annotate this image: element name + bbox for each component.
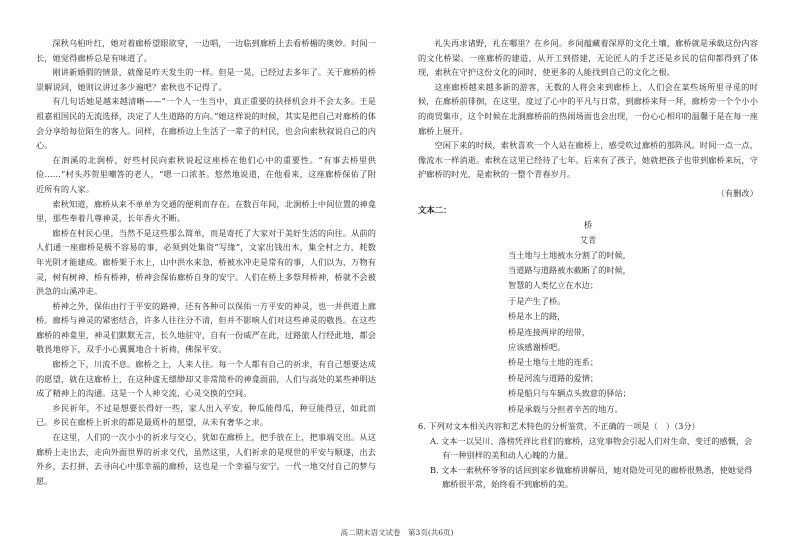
- paragraph: 廊桥在村民心里，当然不是这些那么简单，而是寄托了大家对于美好生活的向往。从前的人们通一座廊桥是极不容易的事，必须到处集资“写缘”，文家出钱出木，集全村之力，耗数年光阴才能建成。廊桥架于水上，山中洪水来急，桥被水冲走是常有的事，人们以为，万物有灵，树有树神，桥有桥神，桥神会保佑廊桥自身的安宁。人们在桥上多祭拜桥神，桥就不会被洪急的山溪冲走。: [36, 227, 376, 297]
- poem-line: 桥是土地与土地的连系；: [508, 357, 599, 368]
- paragraph: 刚讲新婚假的情景，就像是昨天发生的一样。但是一晃，已经过去多年了。关于廊桥的桥崇解说同，她则议讲过多少遍吧？索秋也不记得了。: [36, 67, 376, 92]
- option-b: B. 文本一索秋杯爷爷的话回到家乡做廊桥讲解员，她对隐处可见的廊桥很熟悉，使她觉得廊桥很平常，始终看不到廊桥的美。: [430, 464, 753, 490]
- paragraph: 有几句话她是越来越清晰——“一个人一生当中，真正重要的抉择机会并不会太多。王是祖嘉祖国民的无流选择，决定了人生道路的方向。”她这样说的时候，其实是把自己对廊桥的体会分享给每位陌生的客人。同样，在廊桥边上生活了一辈子的村民，也会向索秋叙说自己的内心。: [36, 96, 376, 151]
- right-column: [418, 36, 758, 492]
- paragraph: 廊桥之下，川流不息。廊桥之上，人来人往。每一个人都有自己的祈求，有自己想要达成的愿望，就在这廊桥上，在这种虚无缥缈却又非常简朴的神龛面前，人们与高处的某些神明达成了精神上的沟通。这是一个人神交流，心灵交换的空间。: [36, 359, 376, 399]
- option-a: A. 文本一以吴川、落榜凭祥比君们的廊桥，这党事物会引起人们对生命、变迁的感慨，会有一种别样的美和动人心魄的力量。: [430, 435, 753, 461]
- poem-line: 智慧的人类忆立在水边；: [508, 280, 599, 291]
- poem-line: 当道路与道路被水截断了的时候，: [508, 264, 631, 275]
- paragraph: 这座廊桥越来越多新的游客，无数的人将会来到廊桥上，人们会在某些场所里寻觅的时候，在廊桥前徘徊，在这里，度过了心中的平凡与日常，到廊桥来拜一拜，廊桥旁一个个小小的商贸集市，这个时候在北涧廊桥前的热闹场面也会出现，一份心心相印的温馨于是在每一座廊桥上展开。: [418, 81, 758, 136]
- poem-line: 当土地与土地被水分割了的时候，: [508, 249, 631, 260]
- paragraph: 礼失再求诸野，礼在哪里？在乡间。乡间蕴藏着深厚的文化土壤，廊桥就是承载这份内容的文化桥梁。一座廊桥的建造，从开工到搭建，无论匠人的手艺还是乡民的信仰都得到了体现，索秋在守护这份文化的同时，使更多的人能找到自己的文化之根。: [418, 38, 758, 78]
- paragraph: 索秋知道，廊桥从来不单单为交通的便利而存在。在数百年间，北涧桥上中间位置的神龛里，那些奉着几尊神灵，长年香火不断。: [36, 198, 376, 224]
- question-6: 6. 下列对文本相关内容和艺术特色的分析鉴赏，不正确的一项是（ ）（3分）: [418, 421, 700, 431]
- poem-line: 于是产生了桥。: [508, 295, 566, 306]
- page-footer: 高二期末语文试卷 第3页(共6页): [340, 528, 454, 537]
- text2-label: 文本二：: [418, 204, 452, 215]
- poem-line: 桥是河流与道路的爱情；: [508, 372, 599, 383]
- poem-line: 桥是连接两岸的纽带，: [508, 326, 590, 337]
- poem-line: 桥是船只与车辆点头致意的驿站；: [508, 388, 631, 399]
- poem-author: 艾青: [579, 234, 597, 245]
- paragraph: 在泗溪的北涧桥，好些村民向索秋说起这座桥在他们心中的重要性。“有事去桥里供俭……”村头苏贺里嘲答的老人，“嗯一口浓茶。悠然地说道，在他看来，这座廊桥保佑了附近所有的人家。: [36, 154, 376, 194]
- paragraph: 在这里，人们的一次小小的祈求与交心，犹如在廊桥上，把手放在上，把事端交出。从这廊桥上走出去，走向外面世界的祈求交代，虽然这里，人们祈求的是现世的平安与顺遂，出去外乡，去打拼，去寻向心中那幸福的廊桥，这也是一个幸福与安宁。一代一地交付自己的梦与愿。: [36, 432, 376, 486]
- paragraph: 桥神之外，保佑由行于平安的路神，还有各种可以保佑一方平安的神灵，也一并供道上廊桥。廊桥与神灵的紧密结合，许多人往往分不清，但并不影响人们对这些神灵的敬畏。在这些廊桥的神龛里，神灵们默默无言，长久地驻守，自有一份威严在此，过路旅人行经此地，都会敬畏地停下，双手小心翼翼地合十祈祷，佛保平安。: [36, 300, 376, 355]
- poem-line: 桥是水上的路，: [508, 311, 566, 322]
- left-column: [36, 36, 376, 488]
- poem-body: [508, 248, 758, 417]
- paragraph: 空闲下来的时候，索秋喜欢一个人站在廊桥上，感受吹过廊桥的那阵风。时间一点一点，像流水一样消逝。索秋在这里已经待了七年。后来有了孩子，她就把孩子也带到廊桥来玩，守护廊桥的时光，是索秋的一整个青春岁月。: [418, 140, 758, 180]
- poem-line: 应该感谢桥吧。: [508, 341, 566, 352]
- poem-line: 桥是承载与分担者辛苦的地方。: [508, 403, 623, 414]
- revision-note: （有删改）: [716, 187, 758, 198]
- paragraph: 乡民祈年，不过是想要长得好一些，家人出入平安，种瓜能得瓜，种豆能得豆，如此而已。乡民在廊桥上祈求的都是最质朴的愿望，从未有奢华之求。: [36, 402, 376, 428]
- poem-title: 桥: [583, 219, 593, 230]
- paragraph: 深秋乌桕叶红，她对着廊桥望眼欲穿，一边唱，一边临到廊桥上去看桥楣的奥妙。时间一长，她觉得廊桥总是有味道了。: [36, 38, 376, 63]
